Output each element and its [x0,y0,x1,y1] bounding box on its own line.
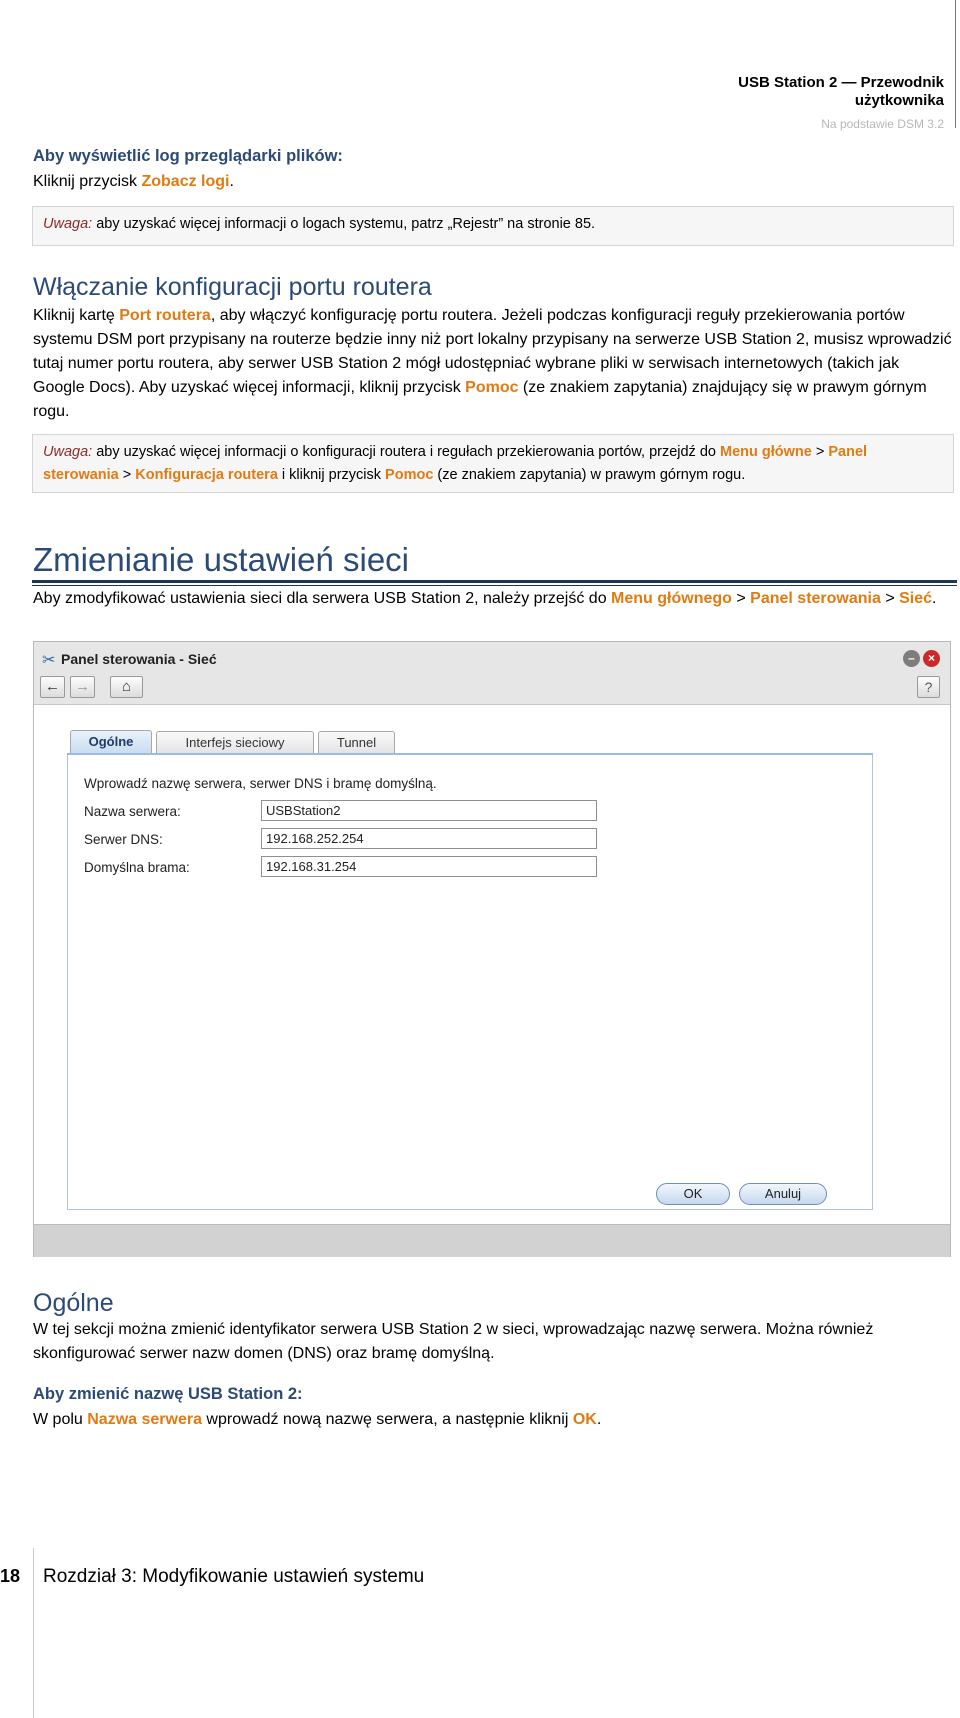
app-logo-icon: ✂ [42,652,56,669]
dns-server-label: Serwer DNS: [84,832,163,847]
network-separator: > [731,590,751,607]
rename-text: . [596,1411,602,1428]
note-separator: > [811,444,829,460]
chapter-title: Rozdział 3: Modyfikowanie ustawień systemu [43,1566,425,1587]
help-link[interactable]: Pomoc [465,379,519,396]
rename-text: W polu [33,1411,88,1428]
general-paragraph: W tej sekcji można zmienić identyfikator serwera USB Station 2 w sieci, wprowadzając nazwę serwera. Można również skonfigurować serwer nazw domen (DNS) oraz bramę domyślną. [33,1321,874,1362]
tab-tunnel[interactable]: Tunnel [318,731,395,753]
minimize-icon[interactable]: – [903,650,920,667]
control-panel-link[interactable]: Panel sterowania [750,590,881,607]
close-icon[interactable]: × [923,650,940,667]
page-number: 18 [0,1566,21,1586]
tab-general[interactable]: Ogólne [70,730,152,754]
note-text: i kliknij przycisk [277,467,386,483]
router-config-link[interactable]: Konfiguracja routera [135,467,278,483]
general-heading: Ogólne [33,1289,114,1317]
note-separator: > [118,467,136,483]
tab-network-interface[interactable]: Interfejs sieciowy [156,731,314,753]
note-text: aby uzyskać więcej informacji o logach systemu, patrz „Rejestr” na stronie 85. [92,216,596,232]
log-heading: Aby wyświetlić log przeglądarki plików: [33,147,343,165]
ok-ref: OK [572,1411,597,1428]
network-paragraph [33,587,953,611]
help-icon[interactable]: ? [917,676,940,698]
back-arrow-icon[interactable]: ← [40,676,65,698]
router-text-a: Kliknij kartę [33,307,120,324]
network-text: . [932,590,937,607]
router-text-c: (ze znakiem zapytania) znajdujący się w prawym górnym rogu. [33,379,927,420]
rename-heading: Aby zmienić nazwę USB Station 2: [33,1385,303,1403]
network-link[interactable]: Sieć [899,590,933,607]
general-tab-panel [67,755,873,1210]
log-text-after: . [229,173,234,190]
note-label: Uwaga: [43,216,93,232]
note-text: (ze znakiem zapytania) w prawym górnym rogu. [433,467,746,483]
heading-rule [32,585,957,586]
control-panel-window [33,641,951,1257]
dns-server-input[interactable]: 192.168.252.254 [261,828,597,849]
view-logs-link[interactable]: Zobacz logi [141,173,230,190]
window-title: Panel sterowania - Sieć [61,651,217,667]
main-menu-link[interactable]: Menu główne [720,444,812,460]
note-router [32,434,954,493]
rename-text: wprowadź nową nazwę serwera, a następnie kliknij [201,1411,573,1428]
header-title: USB Station 2 — Przewodnik użytkownika [738,74,944,109]
forward-arrow-icon[interactable]: → [70,676,95,698]
network-heading: Zmienianie ustawień sieci [33,541,410,578]
note-logs [32,206,954,246]
ok-button[interactable]: OK [656,1183,730,1205]
rename-instruction [33,1408,601,1432]
network-separator: > [880,590,900,607]
default-gateway-label: Domyślna brama: [84,860,190,875]
form-instructions: Wprowadź nazwę serwera, serwer DNS i bramę domyślną. [84,776,437,791]
control-panel-link[interactable]: Panel sterowania [43,444,868,483]
cancel-button[interactable]: Anuluj [739,1183,827,1205]
heading-rule [32,580,957,583]
router-text-b: , aby włączyć konfigurację portu routera. Jeżeli podczas konfiguracji reguły przekierowania portów systemu DSM port przypisany na routerze będzie inny niż port lokalny przypisany na serwerze USB Station 2, musisz wprowadzić tutaj numer portu routera, aby serwer USB Station 2 mógł udostępniać wybrane pliki w serwisach internetowych (takich jak Google Docs). Aby uzyskać więcej informacji, kliknij przycisk [33,307,952,396]
header-divider [955,0,956,128]
home-icon[interactable]: ⌂ [110,676,143,698]
help-link[interactable]: Pomoc [385,467,434,483]
server-name-field-ref: Nazwa serwera [87,1411,202,1428]
note-text: aby uzyskać więcej informacji o konfiguracji routera i regułach przekierowania portów, przejdź do [92,444,720,460]
footer-divider [33,1548,34,1718]
router-heading: Włączanie konfiguracji portu routera [33,273,432,301]
router-paragraph [33,304,953,424]
header-subtitle: Na podstawie DSM 3.2 [821,117,944,131]
default-gateway-input[interactable]: 192.168.31.254 [261,856,597,877]
log-instruction [33,170,234,194]
router-port-link[interactable]: Port routera [119,307,211,324]
main-menu-link[interactable]: Menu głównego [611,590,732,607]
window-status-bar [34,1224,950,1257]
server-name-label: Nazwa serwera: [84,804,181,819]
server-name-input[interactable]: USBStation2 [261,800,597,821]
network-text: Aby zmodyfikować ustawienia sieci dla serwera USB Station 2, należy przejść do [33,590,612,607]
note-label: Uwaga: [43,444,93,460]
log-text-before: Kliknij przycisk [33,173,142,190]
